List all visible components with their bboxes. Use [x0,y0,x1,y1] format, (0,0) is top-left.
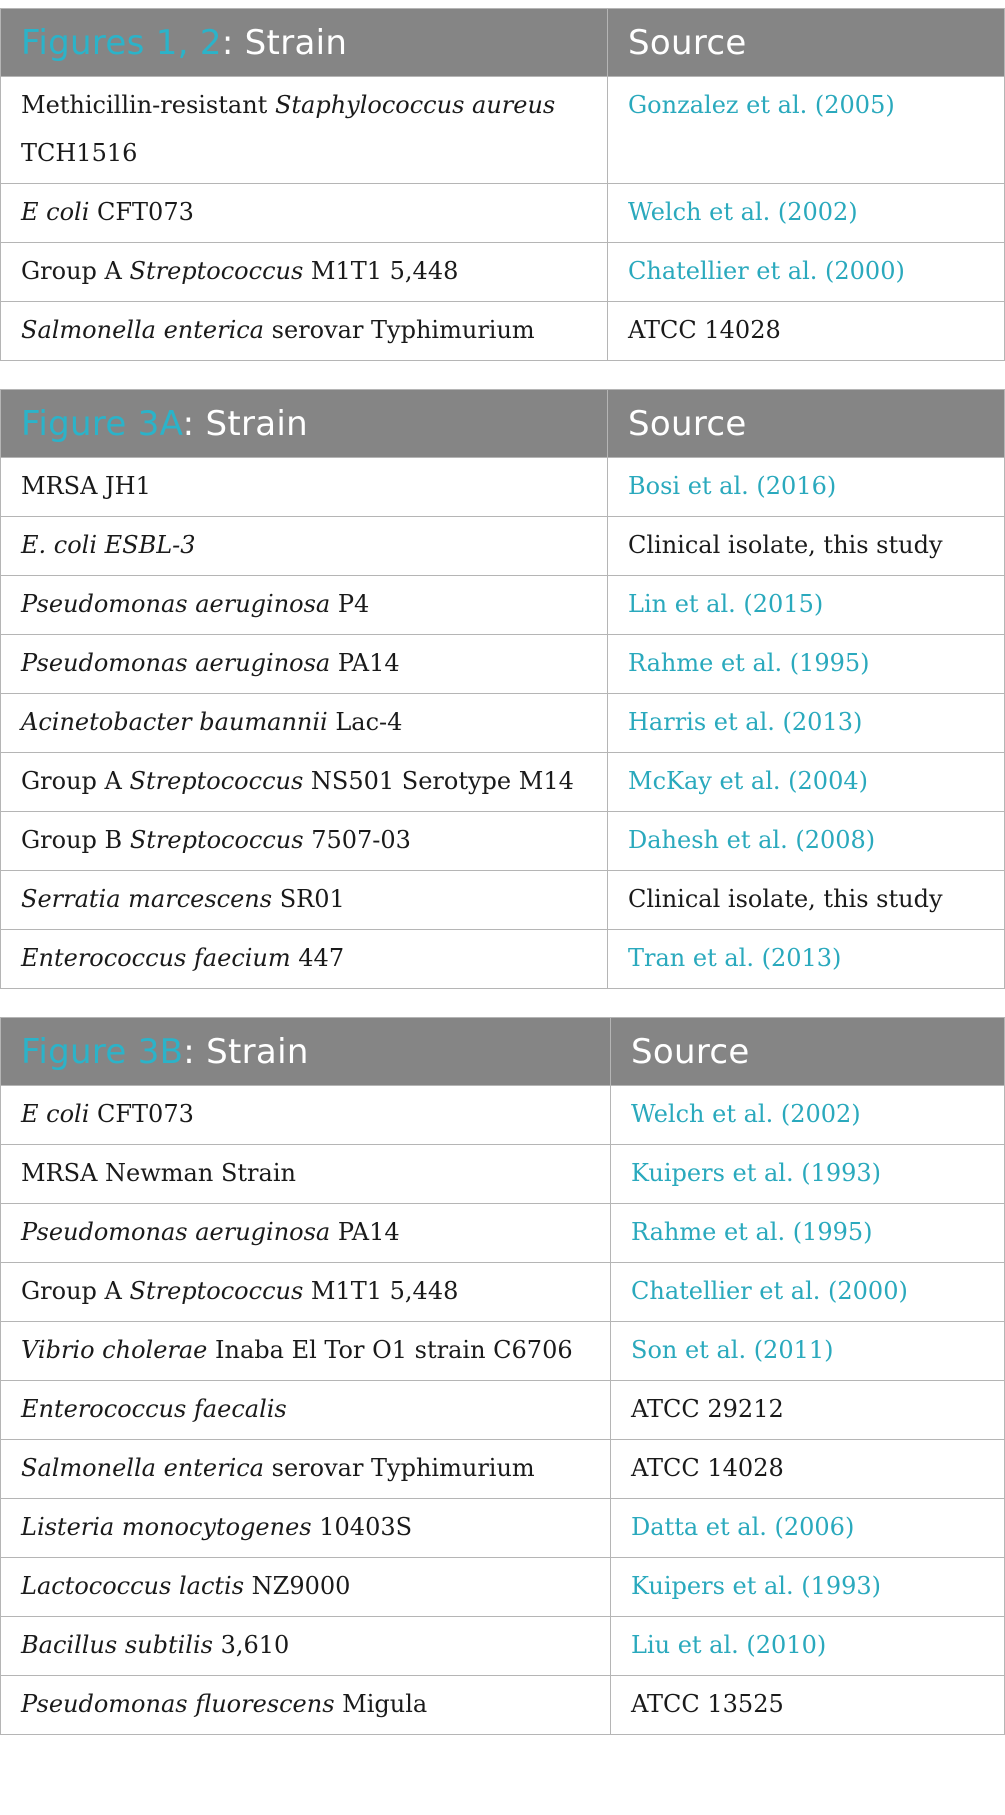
strain-text: M1T1 5,448 [303,257,459,285]
strain-cell [1,694,608,753]
strain-species-name: Salmonella enterica [21,1454,264,1482]
strain-cell [1,1204,611,1263]
table-row [1,1145,1005,1204]
strain-text: Migula [334,1690,428,1718]
strain-text: serovar Typhimurium [264,316,535,344]
strain-text: Methicillin-resistant [21,91,275,119]
strain-cell [1,635,608,694]
table-row [1,871,1005,930]
strain-cell [1,517,608,576]
strain-species-name: E coli [21,1100,90,1128]
strain-cell [1,243,608,302]
source-citation-link[interactable]: Chatellier et al. (2000) [611,1263,1005,1322]
source-citation-link[interactable]: Gonzalez et al. (2005) [608,77,1005,184]
table-figure-3b [0,1017,1005,1735]
strain-cell [1,1263,611,1322]
table-row [1,1263,1005,1322]
table-row [1,1381,1005,1440]
source-citation-link[interactable]: Welch et al. (2002) [608,184,1005,243]
strain-species-name: Enterococcus faecalis [21,1395,287,1423]
source-citation-link[interactable]: Bosi et al. (2016) [608,458,1005,517]
strain-text: CFT073 [89,198,194,226]
strain-cell [1,184,608,243]
strain-cell [1,576,608,635]
source-citation-link[interactable]: Rahme et al. (1995) [611,1204,1005,1263]
strain-species-name: Enterococcus faecium [21,944,291,972]
table-row [1,635,1005,694]
strain-species-name: Streptococcus [129,257,304,285]
strain-text: Group A [21,767,130,795]
strain-text: TCH1516 [21,139,138,167]
source-citation-link[interactable]: Rahme et al. (1995) [608,635,1005,694]
source-citation-link[interactable]: Datta et al. (2006) [611,1499,1005,1558]
strain-species-name: Pseudomonas fluorescens [21,1690,335,1718]
source-cell: Clinical isolate, this study [608,517,1005,576]
source-citation-link[interactable]: Kuipers et al. (1993) [611,1145,1005,1204]
strain-text: CFT073 [89,1100,194,1128]
figure-link[interactable]: Figure 3A [21,403,183,444]
source-citation-link[interactable]: Dahesh et al. (2008) [608,812,1005,871]
source-cell: ATCC 13525 [611,1676,1005,1735]
strain-cell [1,1086,611,1145]
table-row [1,184,1005,243]
strain-species-name: Serratia marcescens [21,885,273,913]
strain-cell [1,1322,611,1381]
strain-cell [1,302,608,361]
strain-species-name: Lactococcus lactis [21,1572,245,1600]
table-header-row [1,1018,1005,1086]
table-figures-1-2 [0,8,1005,361]
source-column-header: Source [608,390,1005,458]
strain-cell [1,753,608,812]
source-citation-link[interactable]: McKay et al. (2004) [608,753,1005,812]
strain-cell [1,1145,611,1204]
source-citation-link[interactable]: Harris et al. (2013) [608,694,1005,753]
table-row [1,694,1005,753]
strain-text: Lac-4 [327,708,403,736]
table-row [1,1499,1005,1558]
strain-cell [1,1558,611,1617]
table-row [1,1558,1005,1617]
strain-column-header: Figure 3B: Strain [1,1018,611,1086]
strain-text: Inaba El Tor O1 strain C6706 [207,1336,573,1364]
table-row [1,1440,1005,1499]
strain-text: MRSA Newman Strain [21,1159,296,1187]
strain-species-name: Staphylococcus aureus [274,91,556,119]
figure-link[interactable]: Figure 3B [21,1031,184,1072]
strain-cell [1,1676,611,1735]
strain-text: 10403S [311,1513,413,1541]
strain-text: Group B [21,826,130,854]
strain-text: Group A [21,257,130,285]
table-header-row [1,9,1005,77]
strain-species-name: Pseudomonas aeruginosa [21,1218,331,1246]
strain-species-name: Acinetobacter baumannii [21,708,328,736]
strain-cell [1,871,608,930]
strain-text: PA14 [330,1218,400,1246]
table-row [1,812,1005,871]
source-citation-link[interactable]: Son et al. (2011) [611,1322,1005,1381]
source-citation-link[interactable]: Welch et al. (2002) [611,1086,1005,1145]
table-row [1,1322,1005,1381]
table-row [1,302,1005,361]
strain-species-name: E. coli ESBL-3 [21,531,196,559]
table-row [1,753,1005,812]
strain-text: NS501 Serotype M14 [303,767,574,795]
source-column-header: Source [608,9,1005,77]
strain-species-name: Streptococcus [129,767,304,795]
table-row [1,576,1005,635]
table-row [1,1617,1005,1676]
strain-cell [1,458,608,517]
strain-text: PA14 [330,649,400,677]
strain-species-name: Pseudomonas aeruginosa [21,649,331,677]
figure-link[interactable]: Figures 1, 2 [21,22,222,63]
source-citation-link[interactable]: Chatellier et al. (2000) [608,243,1005,302]
table-header-row [1,390,1005,458]
strain-cell [1,77,608,184]
strain-cell [1,1440,611,1499]
strain-species-name: E coli [21,198,90,226]
strain-text: 7507-03 [303,826,411,854]
strain-text: P4 [330,590,370,618]
source-citation-link[interactable]: Lin et al. (2015) [608,576,1005,635]
strain-column-header: Figure 3A: Strain [1,390,608,458]
strain-text: M1T1 5,448 [303,1277,459,1305]
strain-tables [0,8,1004,1763]
strain-text: MRSA JH1 [21,472,151,500]
strain-cell [1,1499,611,1558]
strain-text: 447 [290,944,345,972]
source-cell: ATCC 14028 [611,1440,1005,1499]
source-column-header: Source [611,1018,1005,1086]
table-row [1,1086,1005,1145]
table-row [1,77,1005,184]
source-cell: ATCC 29212 [611,1381,1005,1440]
strain-text: 3,610 [212,1631,290,1659]
strain-text: NZ9000 [244,1572,351,1600]
strain-cell [1,930,608,989]
strain-cell [1,1381,611,1440]
source-cell: Clinical isolate, this study [608,871,1005,930]
table-row [1,1676,1005,1735]
strain-column-header: Figures 1, 2: Strain [1,9,608,77]
table-row [1,517,1005,576]
strain-species-name: Listeria monocytogenes [21,1513,312,1541]
table-row [1,930,1005,989]
strain-species-name: Vibrio cholerae [21,1336,208,1364]
strain-text: serovar Typhimurium [264,1454,535,1482]
strain-species-name: Salmonella enterica [21,316,264,344]
strain-species-name: Bacillus subtilis [21,1631,213,1659]
strain-text: SR01 [272,885,345,913]
source-citation-link[interactable]: Liu et al. (2010) [611,1617,1005,1676]
strain-species-name: Streptococcus [129,826,304,854]
strain-species-name: Streptococcus [129,1277,304,1305]
table-row [1,243,1005,302]
source-citation-link[interactable]: Tran et al. (2013) [608,930,1005,989]
strain-cell [1,1617,611,1676]
strain-text: Group A [21,1277,130,1305]
source-citation-link[interactable]: Kuipers et al. (1993) [611,1558,1005,1617]
strain-species-name: Pseudomonas aeruginosa [21,590,331,618]
table-row [1,1204,1005,1263]
source-cell: ATCC 14028 [608,302,1005,361]
strain-cell [1,812,608,871]
table-row [1,458,1005,517]
table-figure-3a [0,389,1005,989]
